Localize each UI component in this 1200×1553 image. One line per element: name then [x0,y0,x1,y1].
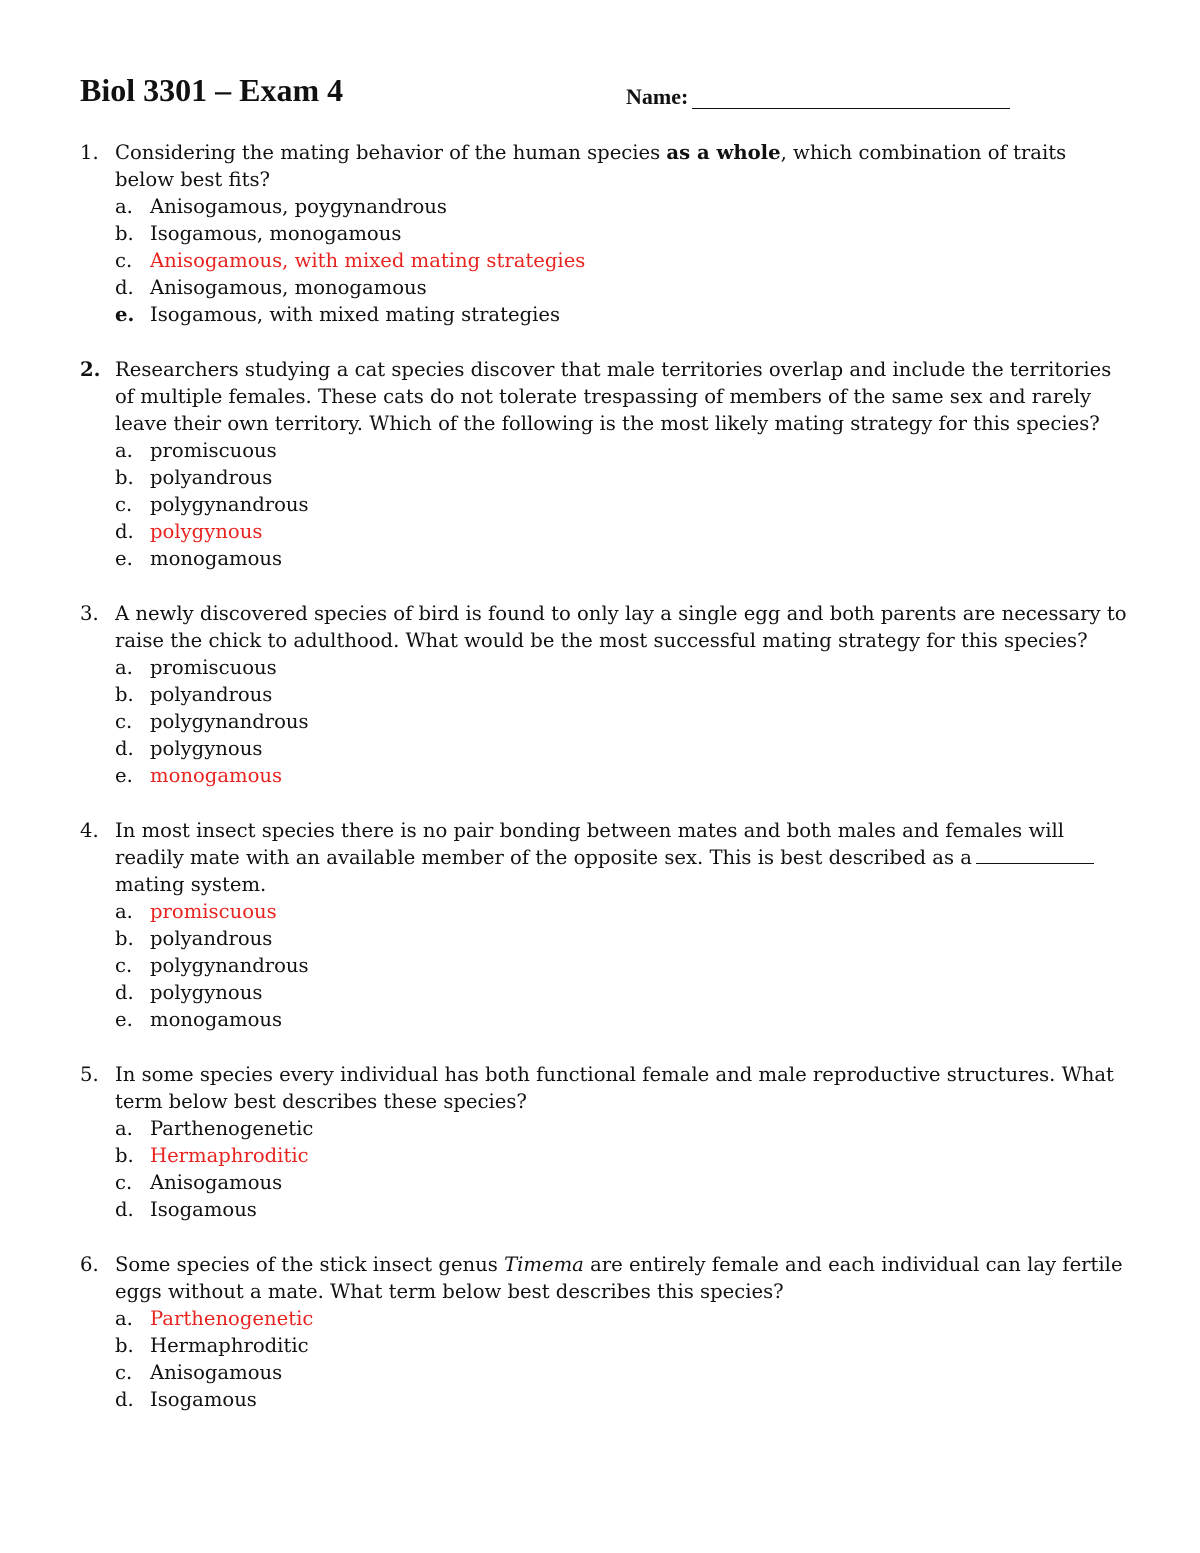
option-text: Isogamous, monogamous [150,222,402,245]
answer-options [115,654,1140,789]
option-letter: b. [115,222,134,245]
option-text: Anisogamous, poygynandrous [150,195,447,218]
question-text [115,1251,1130,1305]
question-number: 3. [80,602,99,625]
question-text: Researchers studying a cat species discover that male territories overlap and include the territories of multiple females. These cats do not tolerate trespassing of members of the same sex and rarely leave their own territory. Which of the following is the most likely mating strategy for this species? [115,358,1112,435]
question-text-part: In most insect species there is no pair bonding between mates and both males and females will readily mate with an available member of the opposite sex. This is best described as a [115,819,1065,869]
option-letter: a. [115,656,133,679]
option-c [115,1169,1140,1196]
option-letter: c. [115,249,133,272]
option-text: promiscuous [150,439,277,462]
option-letter: c. [115,710,133,733]
option-text: monogamous [150,547,283,570]
option-letter: e. [115,1008,133,1031]
option-letter: a. [115,195,133,218]
option-c-correct [115,247,1140,274]
question-2 [80,356,1140,572]
option-text: polyandrous [150,466,273,489]
option-letter: b. [115,1144,134,1167]
option-b [115,925,1140,952]
option-text: Anisogamous [150,1171,283,1194]
question-number: 5. [80,1063,99,1086]
option-c [115,952,1140,979]
option-letter: c. [115,1361,133,1384]
question-text-emphasis: Timema [504,1253,584,1276]
option-letter: b. [115,683,134,706]
option-text: polygynandrous [150,954,309,977]
option-letter: a. [115,439,133,462]
option-letter: c. [115,954,133,977]
option-letter: c. [115,493,133,516]
option-letter: d. [115,1198,134,1221]
option-d [115,274,1140,301]
option-text: Hermaphroditic [150,1334,309,1357]
option-text: polygynous [150,737,263,760]
option-letter: b. [115,1334,134,1357]
option-letter: b. [115,927,134,950]
answer-options [115,1305,1140,1413]
option-letter: e. [115,547,133,570]
option-letter: a. [115,900,133,923]
option-text: Anisogamous, with mixed mating strategies [150,249,586,272]
option-text: Parthenogenetic [150,1307,314,1330]
option-letter: a. [115,1307,133,1330]
option-b [115,681,1140,708]
option-text: monogamous [150,1008,283,1031]
question-text [115,817,1130,898]
question-text: In some species every individual has both functional female and male reproductive structures. What term below best describes these species? [115,1063,1114,1113]
option-text: polygynous [150,981,263,1004]
option-text: promiscuous [150,656,277,679]
option-text: Isogamous, with mixed mating strategies [150,303,561,326]
question-6 [80,1251,1140,1413]
question-number: 6. [80,1253,99,1276]
question-3 [80,600,1140,789]
option-c [115,708,1140,735]
option-text: polygynandrous [150,493,309,516]
answer-options [115,1115,1140,1223]
name-blank-line [692,108,1010,109]
exam-title: Biol 3301 – Exam 4 [80,72,344,108]
option-text: Isogamous [150,1388,257,1411]
question-text-emphasis: as a whole [666,141,781,164]
option-a-correct [115,898,1140,925]
option-a [115,437,1140,464]
option-d [115,979,1140,1006]
option-a [115,654,1140,681]
option-d-correct [115,518,1140,545]
option-letter: d. [115,981,134,1004]
option-b [115,464,1140,491]
option-text: Isogamous [150,1198,257,1221]
option-letter: d. [115,1388,134,1411]
option-e [115,545,1140,572]
option-letter: d. [115,276,134,299]
option-text: promiscuous [150,900,277,923]
question-5 [80,1061,1140,1223]
option-e-correct [115,762,1140,789]
question-number: 1. [80,141,99,164]
option-letter: c. [115,1171,133,1194]
option-d [115,1196,1140,1223]
option-text: monogamous [150,764,283,787]
option-b [115,1332,1140,1359]
option-letter: d. [115,520,134,543]
fill-in-blank [976,847,1094,864]
option-text: polygynous [150,520,263,543]
answer-options [115,898,1140,1033]
option-b-correct [115,1142,1140,1169]
question-number: 4. [80,819,99,842]
option-text: polyandrous [150,683,273,706]
option-text: Parthenogenetic [150,1117,314,1140]
option-e [115,301,1140,328]
question-list [80,139,1140,1441]
option-c [115,1359,1140,1386]
question-number: 2. [80,358,101,381]
option-letter: d. [115,737,134,760]
answer-options [115,437,1140,572]
option-d [115,1386,1140,1413]
option-e [115,1006,1140,1033]
question-4 [80,817,1140,1033]
question-text-part: mating system. [115,873,267,896]
question-text-part: Some species of the stick insect genus [115,1253,505,1276]
option-a [115,193,1140,220]
question-text: A newly discovered species of bird is found to only lay a single egg and both parents are necessary to raise the chick to adulthood. What would be the most successful mating strategy for this species? [115,602,1127,652]
option-text: Anisogamous, monogamous [150,276,427,299]
question-text-part: , which combination of traits below best fits? [115,141,1067,191]
option-letter: e. [115,303,135,326]
option-text: Hermaphroditic [150,1144,309,1167]
option-d [115,735,1140,762]
question-1 [80,139,1140,328]
name-label: Name: [626,84,689,109]
option-text: polyandrous [150,927,273,950]
option-c [115,491,1140,518]
option-letter: b. [115,466,134,489]
option-text: Anisogamous [150,1361,283,1384]
question-text-part: Considering the mating behavior of the human species [115,141,667,164]
option-letter: e. [115,764,133,787]
question-text [115,139,1130,193]
question-text-part: are entirely female and each individual can lay fertile eggs without a mate. What term below best describes this species? [115,1253,1123,1303]
answer-options [115,193,1140,328]
exam-header [80,72,1120,120]
option-a [115,1115,1140,1142]
option-text: polygynandrous [150,710,309,733]
option-b [115,220,1140,247]
option-a-correct [115,1305,1140,1332]
option-letter: a. [115,1117,133,1140]
